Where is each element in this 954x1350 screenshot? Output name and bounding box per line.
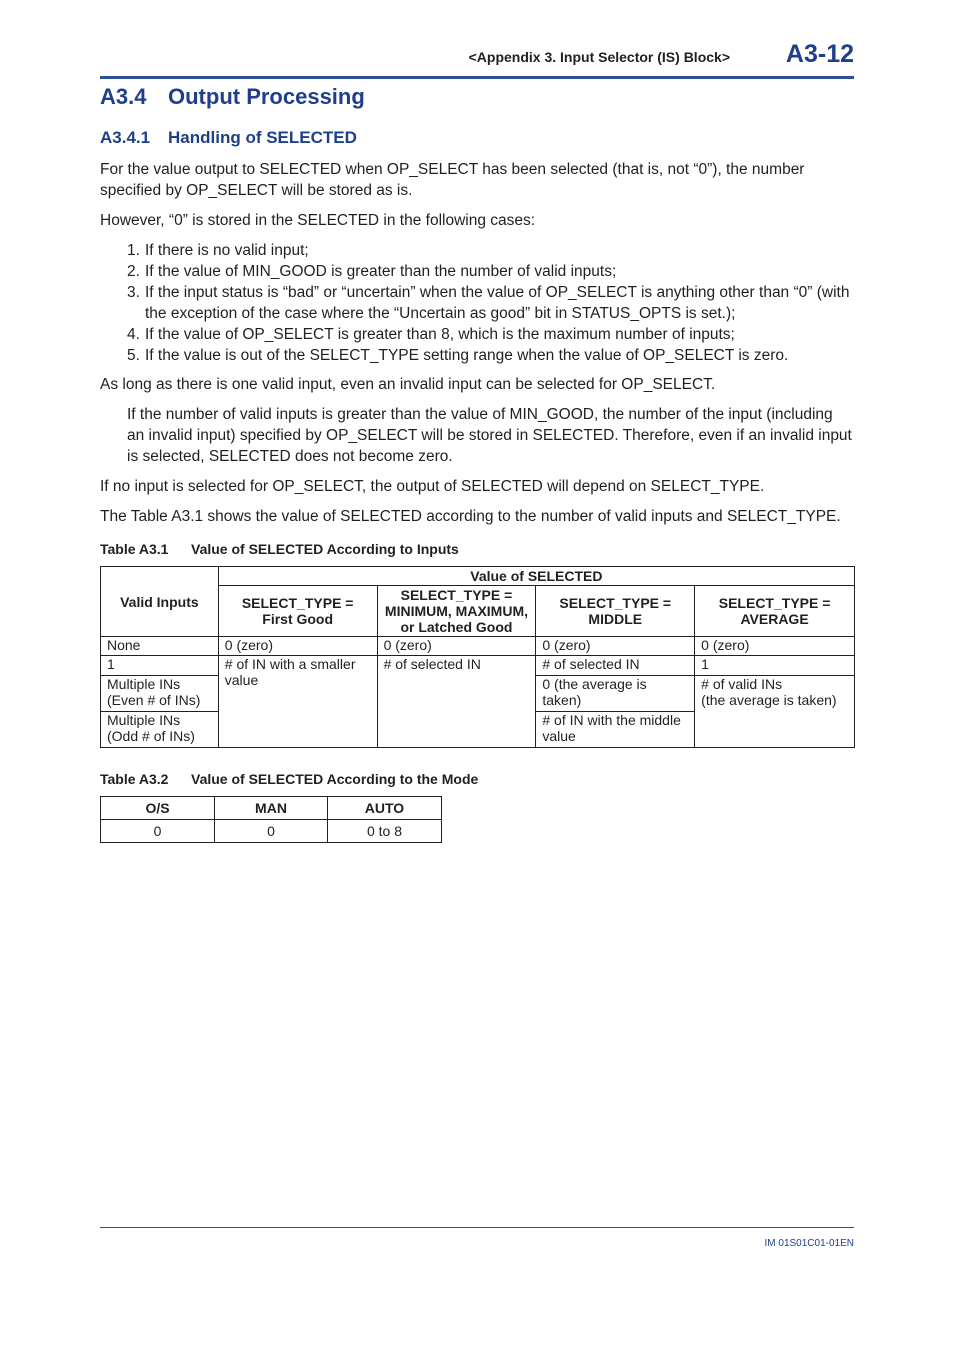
header-average: SELECT_TYPE = AVERAGE	[695, 586, 855, 637]
paragraph-intro: For the value output to SELECTED when OP_SELECT has been selected (that is, not “0”), the number specified by OP_SELECT will be stored as is.	[100, 161, 805, 199]
subsection-heading	[100, 128, 357, 148]
table1-caption: Table A3.1 Value of SELECTED According to Inputs	[100, 541, 459, 557]
list-item: 4. If the value of OP_SELECT is greater than 8, which is the maximum number of inputs;	[127, 326, 735, 343]
paragraph-valid-input: As long as there is one valid input, even an invalid input can be selected for OP_SELECT.	[100, 376, 716, 393]
section-number: A3.4	[100, 84, 147, 109]
paragraph-cases-intro: However, “0” is stored in the SELECTED in the following cases:	[100, 212, 536, 229]
table-row: Multiple INs (Even # of INs) 0 (the average is taken) # of valid INs (the average is taken)	[101, 676, 855, 712]
section-heading	[100, 84, 365, 110]
page-number: A3-12	[785, 40, 854, 68]
header-middle: SELECT_TYPE = MIDDLE	[536, 586, 695, 637]
chapter-title: <Appendix 3. Input Selector (IS) Block>	[468, 49, 730, 65]
selected-by-inputs-table	[100, 566, 855, 748]
header-man: MAN	[215, 797, 328, 820]
list-item: 3. If the input status is “bad” or “uncertain” when the value of OP_SELECT is anything other than “0” (with the exception of the case where the “Uncertain as good” bit in STATUS_OPTS is set.);	[127, 284, 850, 322]
table2-caption: Table A3.2 Value of SELECTED According to the Mode	[100, 771, 479, 787]
header-valid-inputs: Valid Inputs	[101, 567, 219, 637]
header-auto: AUTO	[328, 797, 442, 820]
list-item: 1. If there is no valid input;	[127, 242, 309, 259]
section-title: Output Processing	[168, 84, 365, 109]
table-row: Multiple INs (Odd # of INs) # of IN with the middle value	[101, 712, 855, 748]
header-minmax: SELECT_TYPE = MINIMUM, MAXIMUM, or Latched Good	[377, 586, 536, 637]
list-item: 5. If the value is out of the SELECT_TYPE setting range when the value of OP_SELECT is zero.	[127, 347, 789, 364]
subsection-title: Handling of SELECTED	[168, 128, 357, 147]
paragraph-no-input: If no input is selected for OP_SELECT, the output of SELECTED will depend on SELECT_TYPE.	[100, 478, 765, 495]
paragraph-table-ref: The Table A3.1 shows the value of SELECTED according to the number of valid inputs and SELECT_TYPE.	[100, 508, 841, 525]
selected-by-mode-table	[100, 796, 442, 843]
list-item: 2. If the value of MIN_GOOD is greater than the number of valid inputs;	[127, 263, 617, 280]
subsection-number: A3.4.1	[100, 128, 151, 147]
table-row: None 0 (zero) 0 (zero) 0 (zero) 0 (zero)	[101, 637, 855, 656]
table-row: 0 0 0 to 8	[101, 820, 442, 843]
paragraph-min-good-note: If the number of valid inputs is greater than the value of MIN_GOOD, the number of the input (including an invalid input) specified by OP_SELECT will be stored in SELECTED. Therefore, even if an invalid input is selected, SELECTED does not become zero.	[127, 406, 852, 465]
header-os: O/S	[101, 797, 215, 820]
header-first-good: SELECT_TYPE = First Good	[218, 586, 377, 637]
page-header	[100, 40, 854, 79]
header-value-of-selected: Value of SELECTED	[218, 567, 854, 586]
footer-divider	[100, 1227, 854, 1228]
table-row: 1 # of IN with a smaller value # of selected IN # of selected IN 1	[101, 656, 855, 676]
document-id: IM 01S01C01-01EN	[764, 1238, 854, 1249]
zero-cases-list	[100, 240, 854, 366]
